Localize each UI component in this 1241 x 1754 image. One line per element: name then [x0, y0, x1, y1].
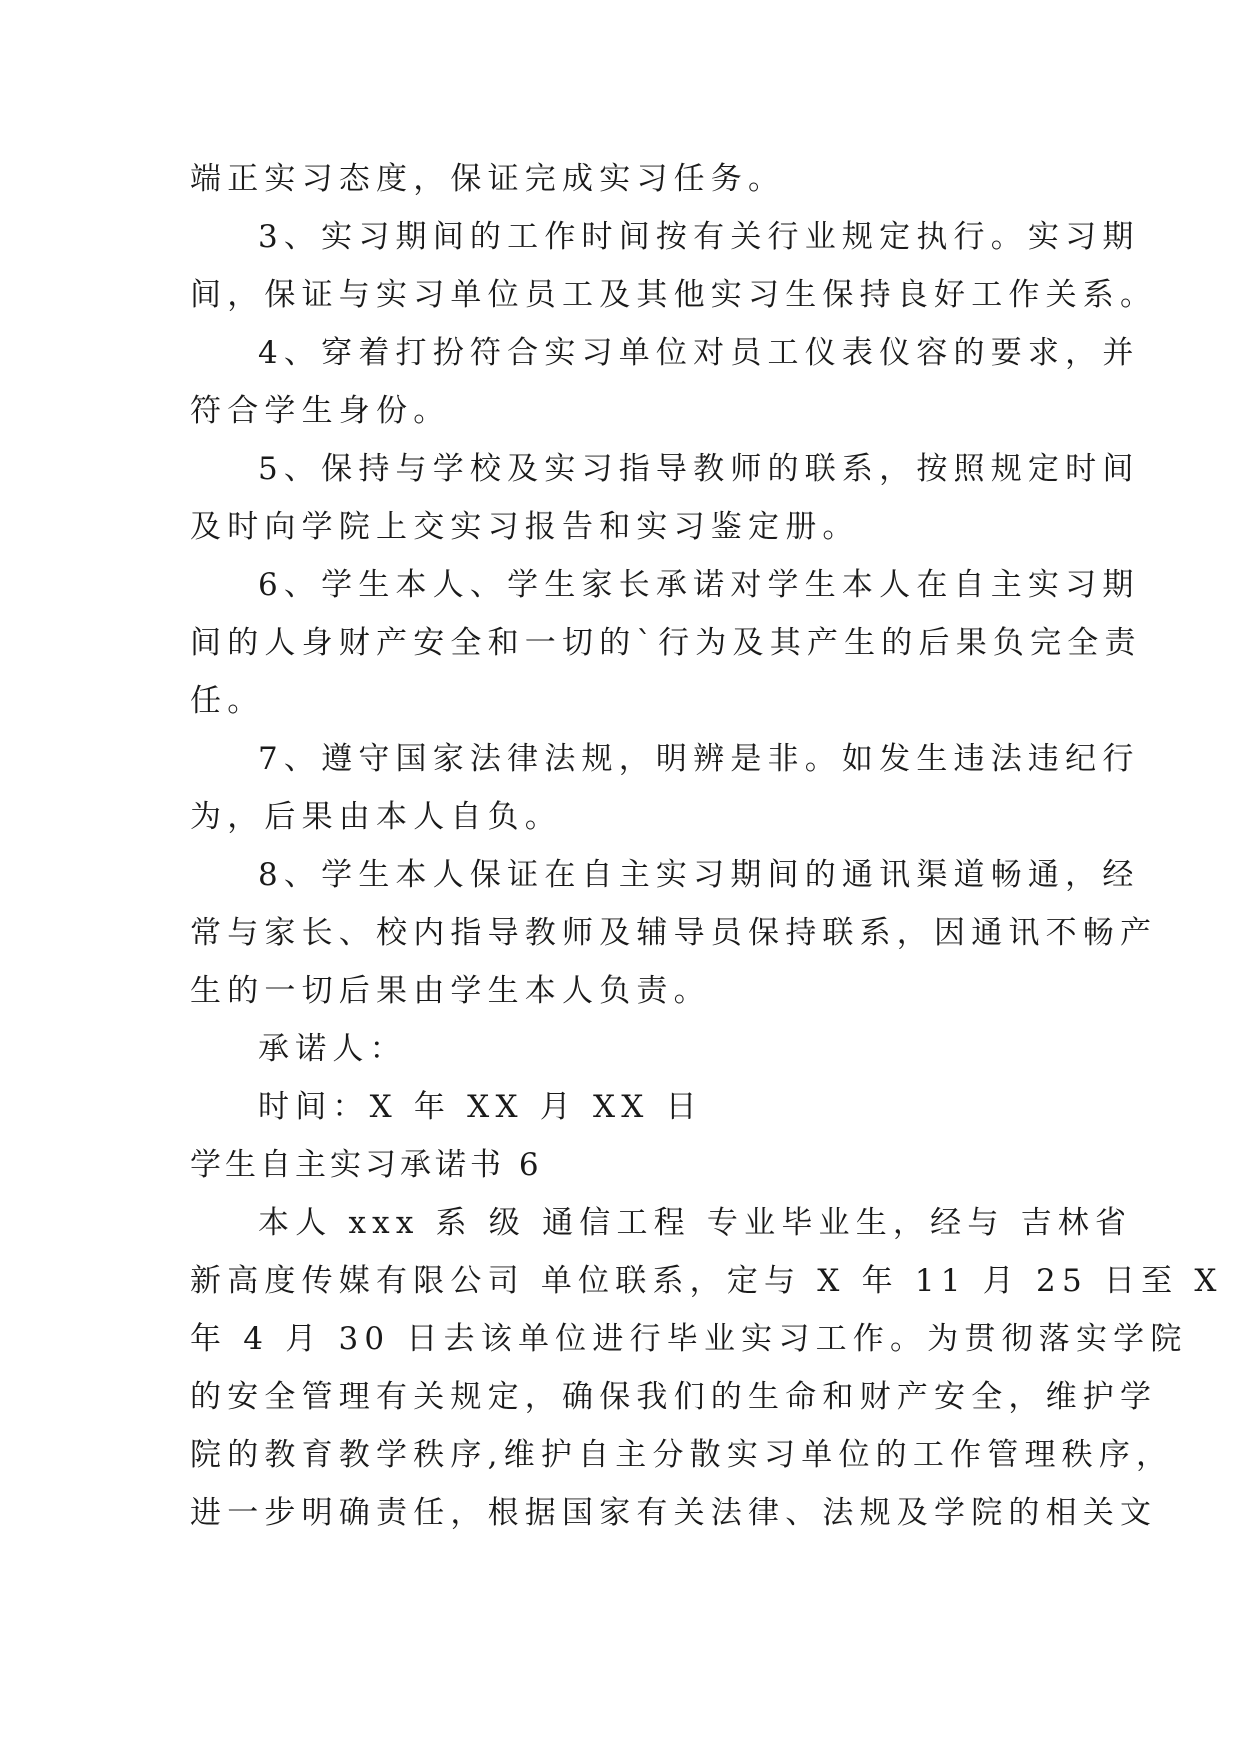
text-line: 生的一切后果由学生本人负责。 — [190, 973, 711, 1009]
text-line: 院的教育教学秩序,维护自主分散实习单位的工作管理秩序， — [190, 1437, 1174, 1473]
text-line: 本人 xxx 系 级 通信工程 专业毕业生，经与 吉林省 — [258, 1205, 1133, 1241]
date-line: 时间：X 年 XX 月 XX 日 — [258, 1089, 703, 1125]
text-line: 任。 — [190, 683, 265, 719]
text-line: 3、实习期间的工作时间按有关行业规定执行。实习期 — [258, 219, 1140, 255]
section-heading: 学生自主实习承诺书 6 — [190, 1147, 543, 1183]
text-line: 端正实习态度，保证完成实习任务。 — [190, 161, 786, 197]
text-line: 4、穿着打扮符合实习单位对员工仪表仪容的要求，并 — [258, 335, 1140, 371]
text-line: 7、遵守国家法律法规，明辨是非。如发生违法违纪行 — [258, 741, 1140, 777]
text-line: 及时向学院上交实习报告和实习鉴定册。 — [190, 509, 860, 545]
document-page — [190, 150, 1223, 1542]
text-line: 间的人身财产安全和一切的`行为及其产生的后果负完全责 — [190, 625, 1142, 661]
text-line: 常与家长、校内指导教师及辅导员保持联系，因通讯不畅产 — [190, 915, 1158, 951]
text-line: 为，后果由本人自负。 — [190, 799, 562, 835]
text-line: 6、学生本人、学生家长承诺对学生本人在自主实习期 — [258, 567, 1140, 603]
text-line: 新高度传媒有限公司 单位联系，定与 X 年 11 月 25 日至 X — [190, 1263, 1223, 1299]
text-line: 8、学生本人保证在自主实习期间的通讯渠道畅通，经 — [258, 857, 1140, 893]
text-line: 间，保证与实习单位员工及其他实习生保持良好工作关系。 — [190, 277, 1158, 313]
text-line: 的安全管理有关规定，确保我们的生命和财产安全，维护学 — [190, 1379, 1158, 1415]
text-line: 进一步明确责任，根据国家有关法律、法规及学院的相关文 — [190, 1495, 1158, 1531]
signatory-label: 承诺人： — [258, 1031, 407, 1067]
text-line: 年 4 月 30 日去该单位进行毕业实习工作。为贯彻落实学院 — [190, 1321, 1188, 1357]
text-line: 符合学生身份。 — [190, 393, 451, 429]
text-line: 5、保持与学校及实习指导教师的联系，按照规定时间 — [258, 451, 1140, 487]
